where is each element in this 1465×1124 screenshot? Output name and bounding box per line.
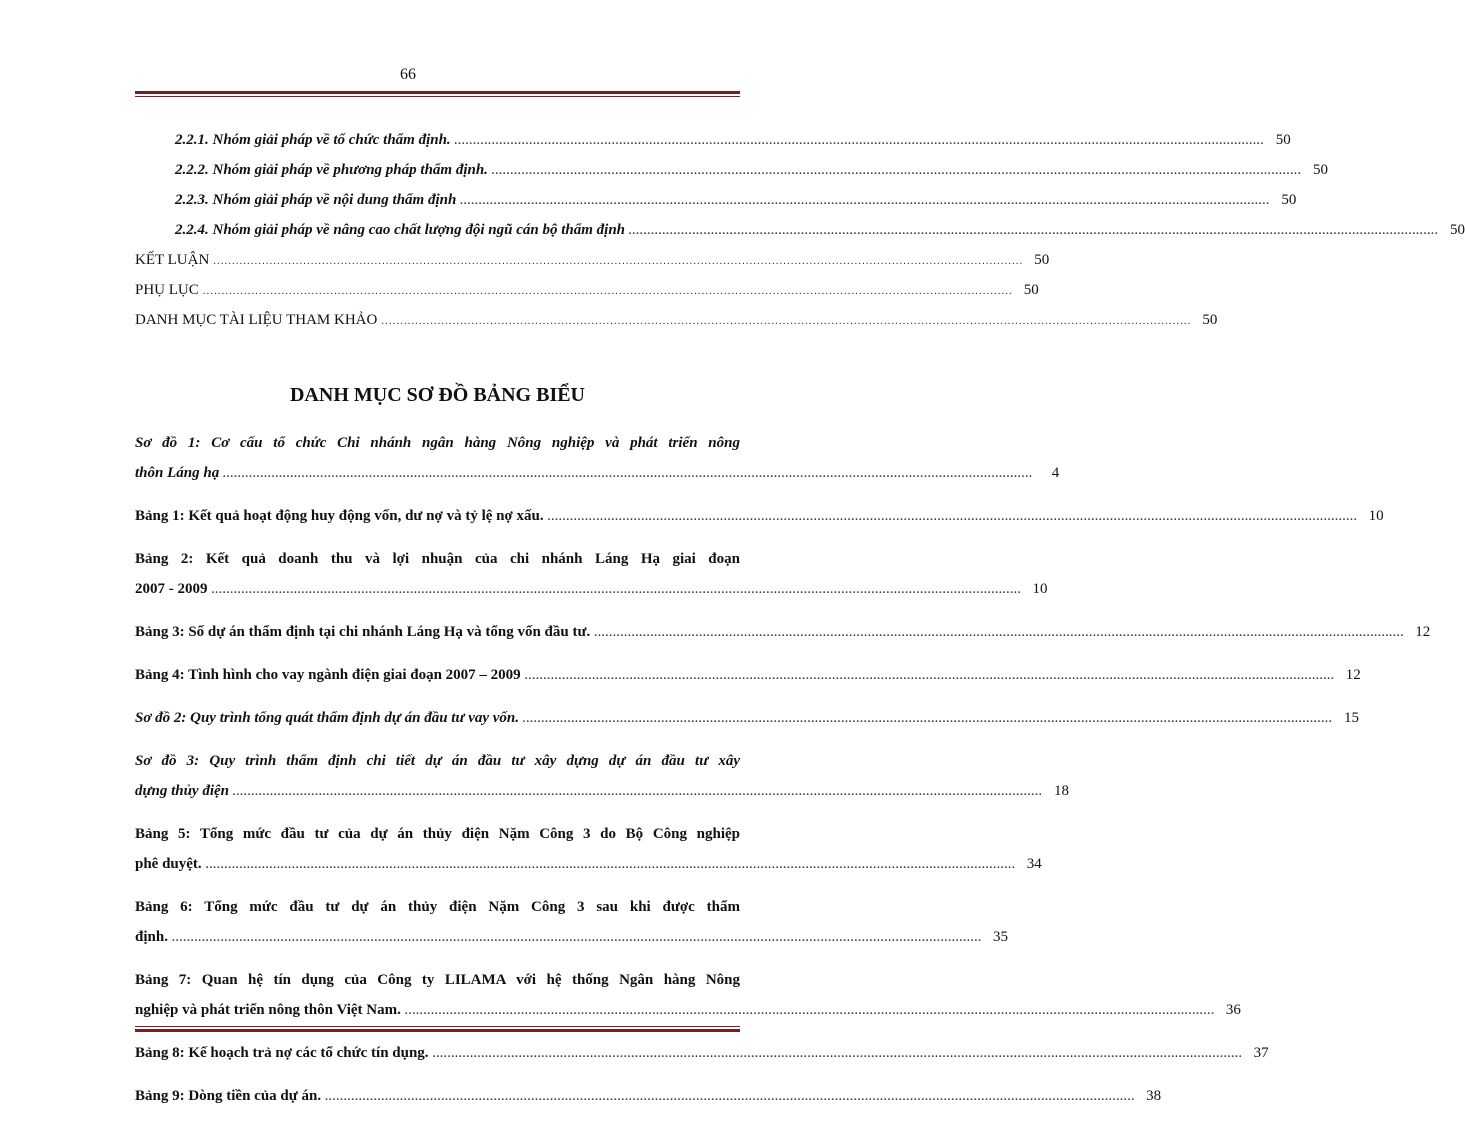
page-number: 66	[400, 66, 416, 83]
figure-entry-line2: 2007 - 2009	[135, 581, 208, 597]
figure-entry-page: 12	[1345, 667, 1361, 683]
figure-entry-title: Bảng 3: Số dự án thẩm định tại chi nhánh Láng Hạ và tổng vốn đầu tư.	[135, 624, 591, 640]
figure-entry-line2: phê duyệt.	[135, 856, 202, 872]
figure-entry-page: 18	[1054, 783, 1070, 799]
leader-dots	[525, 661, 1335, 691]
leader-dots	[629, 225, 1439, 237]
figure-entry-title: Bảng 1: Kết quả hoạt động huy động vốn, dư nợ và tỷ lệ nợ xấu.	[135, 508, 544, 524]
toc-entry[interactable]	[135, 222, 1465, 252]
leader-dots	[594, 618, 1404, 648]
figure-entry[interactable]	[135, 819, 1042, 880]
figure-entry-line1: Sơ đồ 3: Quy trình thẩm định chi tiết dự án đầu tư xây dựng dự án đầu tư xây	[135, 753, 740, 769]
figure-entry[interactable]	[135, 1038, 1269, 1069]
leader-dots	[492, 165, 1302, 177]
leader-dots	[172, 923, 982, 953]
leader-dots	[206, 850, 1016, 880]
figure-list	[135, 428, 1431, 1124]
leader-dots	[523, 704, 1333, 734]
figure-entry-line2: nghiệp và phát triển nông thôn Việt Nam.	[135, 1002, 401, 1018]
toc-entry-title: 2.2.3. Nhóm giải pháp về nội dung thẩm định	[175, 192, 457, 208]
figure-entry[interactable]	[135, 501, 1384, 532]
toc-entry-page: 50	[1023, 282, 1039, 298]
toc-entry[interactable]	[135, 162, 1328, 192]
leader-dots	[233, 777, 1043, 807]
figure-entry-line2: thôn Láng hạ	[135, 465, 220, 481]
toc-entry[interactable]	[135, 312, 1218, 342]
figure-entry-line1: Bảng 6: Tổng mức đầu tư dự án thủy điện Nặm Công 3 sau khi được thẩm	[135, 899, 740, 915]
toc-entry[interactable]	[135, 282, 1039, 312]
leader-dots	[213, 255, 1023, 267]
toc-entry[interactable]	[135, 192, 1297, 222]
figure-entry-title: Bảng 4: Tình hình cho vay ngành điện giai đoạn 2007 – 2009	[135, 667, 521, 683]
toc-entry-title: DANH MỤC TÀI LIỆU THAM KHẢO	[135, 312, 378, 328]
figure-entry-line2: dựng thủy điện	[135, 783, 230, 799]
toc-entry-title: KẾT LUẬN	[135, 252, 210, 268]
toc-entry-page: 50	[1281, 192, 1297, 208]
leader-dots	[548, 502, 1358, 532]
leader-dots	[203, 285, 1013, 297]
figure-entry-page: 37	[1253, 1045, 1269, 1061]
toc-entry-title: 2.2.1. Nhóm giải pháp về tổ chức thẩm định.	[175, 132, 451, 148]
toc-entry-page: 50	[1202, 312, 1218, 328]
table-of-contents	[135, 132, 1465, 342]
toc-entry-title: PHỤ LỤC	[135, 282, 199, 298]
leader-dots	[381, 315, 1191, 327]
figure-entry-page: 35	[992, 929, 1008, 945]
figure-entry-title: Sơ đồ 2: Quy trình tổng quát thẩm định dự án đầu tư vay vốn.	[135, 710, 520, 726]
toc-entry-title: 2.2.2. Nhóm giải pháp về phương pháp thẩm định.	[175, 162, 488, 178]
toc-entry-page: 50	[1312, 162, 1328, 178]
figure-entry[interactable]	[135, 746, 1070, 807]
leader-dots	[325, 1082, 1135, 1112]
figure-entry[interactable]	[135, 1081, 1162, 1112]
leader-dots	[405, 996, 1215, 1026]
figure-entry-page: 10	[1368, 508, 1384, 524]
figure-entry-line1: Sơ đồ 1: Cơ cấu tổ chức Chi nhánh ngân hàng Nông nghiệp và phát triển nông	[135, 435, 740, 451]
leader-dots	[460, 195, 1270, 207]
figure-entry-page: 15	[1344, 710, 1360, 726]
figure-entry[interactable]	[135, 617, 1431, 648]
figure-entry[interactable]	[135, 892, 1008, 953]
figure-list-title: DANH MỤC SƠ ĐỒ BẢNG BIỂU	[289, 384, 586, 406]
figure-entry-page: 4	[1051, 465, 1060, 481]
toc-entry[interactable]	[135, 252, 1050, 282]
figure-entry-page: 36	[1225, 1002, 1241, 1018]
leader-dots	[433, 1039, 1243, 1069]
figure-entry-page: 38	[1146, 1088, 1162, 1104]
figure-entry-page: 10	[1032, 581, 1048, 597]
figure-entry-title: Bảng 9: Dòng tiền của dự án.	[135, 1088, 322, 1104]
figure-entry-line1: Bảng 7: Quan hệ tín dụng của Công ty LILAMA với hệ thống Ngân hàng Nông	[135, 972, 740, 988]
figure-entry[interactable]	[135, 965, 1241, 1026]
figure-entry[interactable]	[135, 428, 1060, 489]
figure-entry-page: 34	[1026, 856, 1042, 872]
toc-entry[interactable]	[135, 132, 1291, 162]
toc-entry-page: 50	[1034, 252, 1050, 268]
toc-entry-page: 50	[1275, 132, 1291, 148]
leader-dots	[455, 135, 1265, 147]
toc-entry-title: 2.2.4. Nhóm giải pháp về nâng cao chất lượng đội ngũ cán bộ thẩm định	[175, 222, 626, 238]
figure-entry[interactable]	[135, 544, 1048, 605]
footer-rule	[135, 1024, 740, 1032]
header-rule	[135, 91, 740, 97]
figure-entry-page: 12	[1415, 624, 1431, 640]
leader-dots	[212, 575, 1022, 605]
figure-entry[interactable]	[135, 703, 1360, 734]
figure-entry-title: Bảng 8: Kế hoạch trả nợ các tổ chức tín dụng.	[135, 1045, 429, 1061]
leader-dots	[223, 459, 1033, 489]
figure-entry-line2: định.	[135, 929, 168, 945]
figure-entry[interactable]	[135, 660, 1361, 691]
figure-entry-line1: Bảng 5: Tổng mức đầu tư của dự án thủy điện Nặm Công 3 do Bộ Công nghiệp	[135, 826, 740, 842]
figure-entry-line1: Bảng 2: Kết quả doanh thu và lợi nhuận của chi nhánh Láng Hạ giai đoạn	[135, 551, 740, 567]
toc-entry-page: 50	[1450, 222, 1465, 238]
